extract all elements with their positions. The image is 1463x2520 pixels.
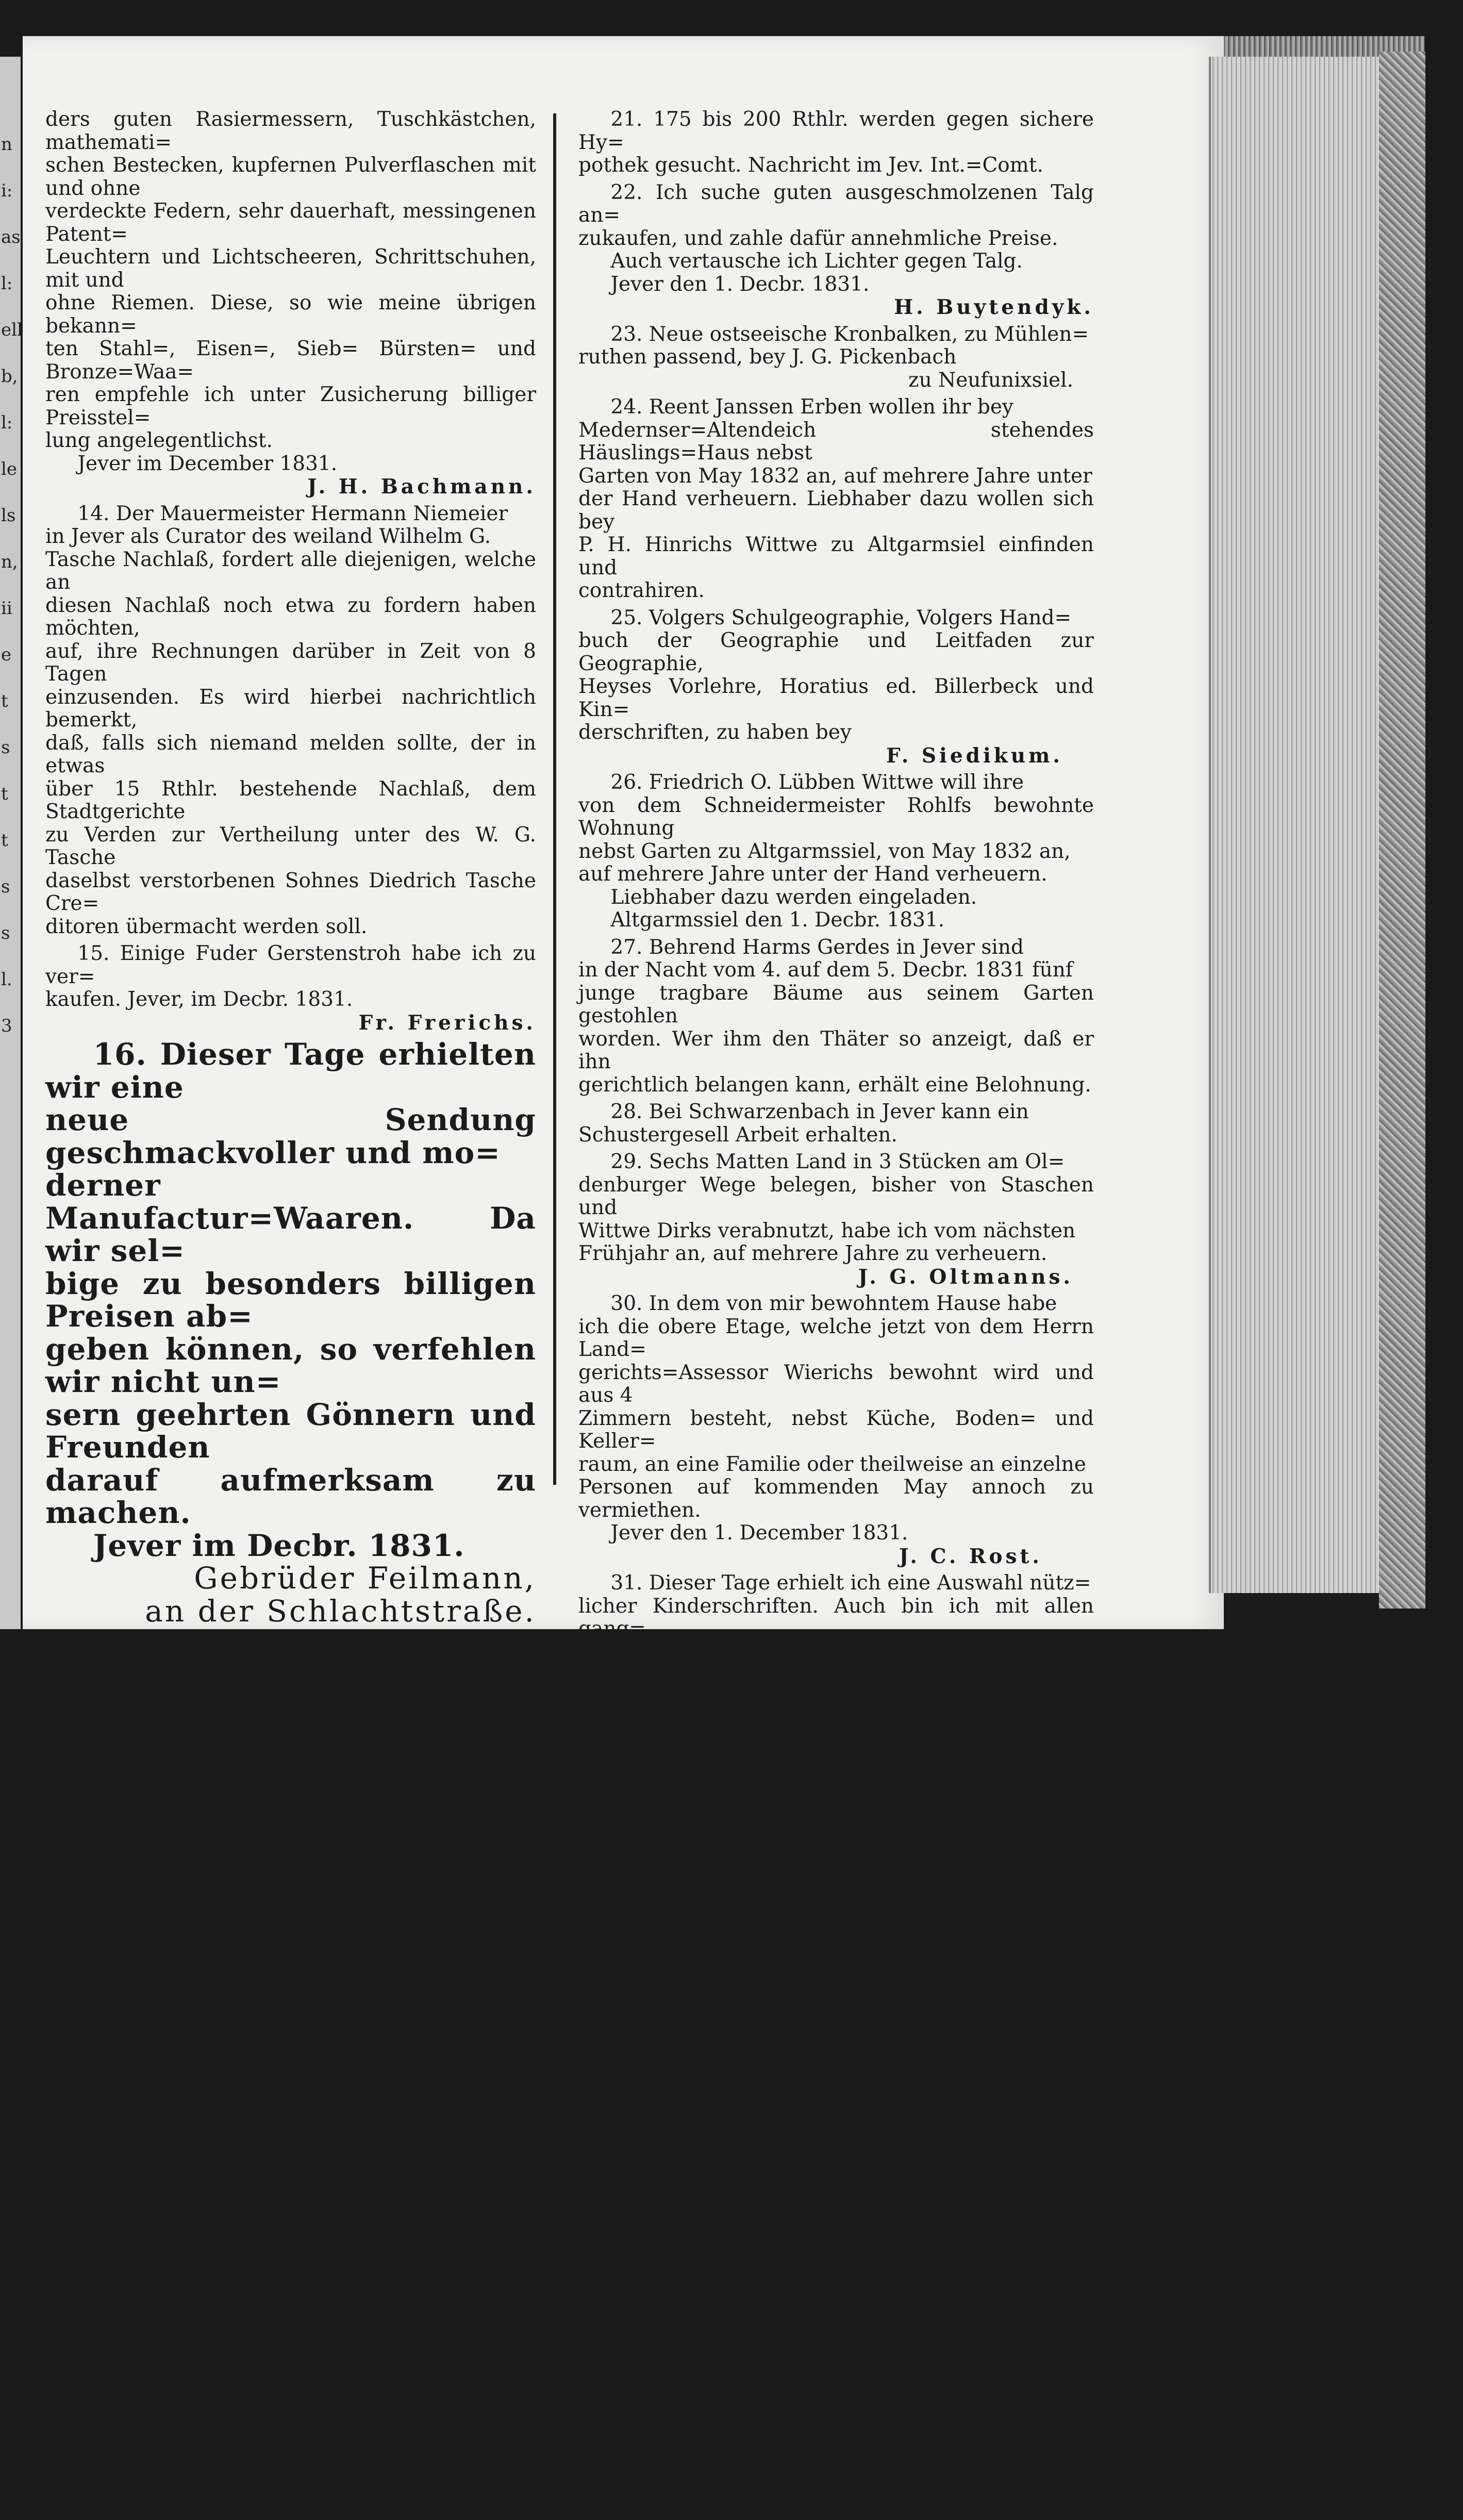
text-line: Glanzoblaten, Stahlfedern, Federposen, Bleifedern,	[45, 2332, 536, 2378]
ad-signature: F. Siedikum.	[886, 743, 1063, 768]
text-line: junge tragbare Bäume aus seinem Garten gestohlen	[578, 981, 1094, 1027]
ad-date: Jever den 1. Decbr. 1831.	[610, 272, 870, 296]
text-line: dige Siegellacke, bestehend in roth, schwarz, car=	[45, 2194, 536, 2241]
text-line: der Hand verheuern. Liebhaber dazu wollen sich bey	[578, 487, 1094, 534]
text-line: Medernser=Altendeich stehendes Häuslings=Haus nebst	[578, 418, 1094, 465]
ad-29	[578, 1151, 1094, 1288]
previous-page-fragment: le	[1, 459, 17, 479]
text-line: 25. Volgers Schulgeographie, Volgers Hand=	[610, 606, 1072, 629]
page-stack-edge	[1209, 57, 1381, 1593]
text-line: geben können, so verfehlen wir nicht un=	[45, 1331, 536, 1399]
text-line: und kleine Kalender versehen; womit ich mich dem	[578, 1915, 1094, 1962]
text-line: raum, an eine Familie oder theilweise an einzelne	[578, 1452, 1086, 1476]
previous-page-fragment: 3	[1, 1016, 12, 1036]
text-line: penköpfen u. Körpern, Tafel=, Schreib=, Haushaltungs=	[578, 1869, 1094, 1916]
left-column	[45, 108, 536, 2520]
text-line: 30. In dem von mir bewohntem Hause habe	[610, 1292, 1057, 1315]
ad-date: Schortens den 7. Decbr. 1831.	[77, 1837, 387, 1861]
text-line: Schustergesell Arbeit erhalten.	[578, 1123, 897, 1147]
text-line: 21. 175 bis 200 Rthlr. werden gegen sichere Hy=	[578, 108, 1094, 154]
text-line: 14. Der Mauermeister Hermann Niemeier	[77, 502, 508, 525]
text-line: licher Kinderschriften. Auch bin ich mit allen gang=	[578, 1594, 1094, 1640]
text-line: zukaufen, und zahle dafür annehmliche Preise.	[578, 226, 1058, 250]
text-line: Zeichnenkreide, schwarzen chinesischen Tusch, Tuschkäst=	[45, 2378, 536, 2424]
ad-30	[578, 1292, 1094, 1568]
text-line: will, kann als Gehülfe gleich nach Weihnachten d.	[45, 1746, 536, 1792]
text-line: pothek gesucht. Nachricht im Jev. Int.=Comt.	[578, 154, 1043, 177]
text-line: chern in schwarzen und couleurten Saffian gebunden,	[578, 1686, 1094, 1732]
text-line: min, blau und Goldlack, auch Damenlack in Kästchen	[45, 2240, 536, 2286]
ad-place: Jever.	[66, 2075, 123, 2099]
text-line: J. angestellt werden, bey	[45, 1792, 297, 1815]
ad-signature: H. Buytendyk.	[894, 295, 1094, 319]
ad-27	[578, 936, 1094, 1097]
previous-page-fragment: s	[1, 876, 10, 897]
text-line: 22. Ich suche guten ausgeschmolzenen Talg an=	[578, 180, 1094, 227]
previous-page-fragment: l:	[1, 412, 13, 433]
ad-signature: J. C. Rost.	[899, 1544, 1042, 1568]
text-line: ren empfehle ich unter Zusicherung billiger Preisstel=	[45, 383, 536, 429]
text-line: ich die obere Etage, welche jetzt von dem Herrn Land=	[578, 1315, 1094, 1361]
text-line: 28. Bei Schwarzenbach in Jever kann ein	[610, 1100, 1029, 1123]
text-line: germaßen rechnen kann, gesucht, von wem? erfährt	[45, 1933, 536, 1980]
text-line: 17. Ein junger Mensch der Zeugniß seines	[77, 1631, 511, 1654]
ad-28	[578, 1101, 1094, 1147]
ad-signature-address: an der Schlachtstraße.	[145, 1593, 536, 1629]
text-line: über 15 Rthlr. bestehende Nachlaß, dem Stadtgerichte	[45, 777, 536, 823]
text-line: daselbst verstorbenen Sohnes Diedrich Tasche Cre=	[45, 869, 536, 915]
text-line: daß, falls sich niemand melden sollte, der in etwas	[45, 731, 536, 777]
text-line: 26. Friedrich O. Lübben Wittwe will ihre	[610, 771, 1024, 794]
text-line: Frühjahr an, auf mehrere Jahre zu verheuern.	[578, 1242, 1048, 1265]
text-line: 29. Sechs Matten Land in 3 Stücken am Ol=	[610, 1150, 1065, 1173]
text-line: worden. Wer ihm den Thäter so anzeigt, daß er ihn	[578, 1027, 1094, 1073]
text-line: Garten von May 1832 an, auf mehrere Jahre unter	[578, 464, 1092, 488]
text-line: ruthen passend, bey J. G. Pickenbach	[578, 345, 957, 369]
previous-page-fragment: l.	[1, 969, 12, 990]
text-line: derschriften, zu haben bey	[578, 721, 852, 744]
text-line: Stammbüchern, Brieftaschen; so wie auch mit Zeich=	[578, 1732, 1094, 1778]
text-line: ten Stahl=, Eisen=, Sieb= Bürsten= und Bronze=Waa=	[45, 337, 536, 384]
text-line: schen Bestecken, kupfernen Pulverflaschen mit und ohne	[45, 154, 536, 200]
text-line: 18. Es wird ein Bursche von 14 bis 16 Jah=	[77, 1865, 521, 1888]
ad-18	[45, 1865, 536, 2003]
date-signature-line	[578, 2054, 1094, 2077]
previous-page-fragment: n	[1, 134, 12, 155]
ad-24	[578, 396, 1094, 603]
text-line: darauf aufmerksam zu machen.	[45, 1462, 536, 1530]
ad-date: Jever im December 1831.	[77, 452, 338, 475]
previous-page-fragment: ls	[1, 505, 16, 526]
previous-page-fragment: s	[1, 923, 10, 943]
text-line: Personen auf kommenden May annoch zu vermiethen.	[578, 1475, 1094, 1522]
text-line: Auch vertausche ich Lichter gegen Talg.	[610, 250, 1023, 273]
text-line: bige zu besonders billigen Preisen ab=	[45, 1266, 536, 1334]
ad-signature: H. F. Franz.	[857, 2053, 1001, 2077]
ad-signature: Gebrüder Feilmann,	[194, 1561, 536, 1596]
ad-19	[45, 2007, 536, 2099]
text-line: habe ich zu verkaufen.	[45, 2052, 277, 2076]
text-line: 27. Behrend Harms Gerdes in Jever sind	[610, 935, 1024, 959]
ad-14	[45, 503, 536, 939]
text-line: sern geehrten Gönnern und Freunden	[45, 1397, 536, 1465]
ad-signature: Fr. Frerichs.	[358, 1010, 536, 1035]
text-line: Heyses Vorlehre, Horatius ed. Billerbeck und Kin=	[578, 675, 1094, 721]
previous-page-fragment: n,	[1, 552, 18, 572]
text-line: baren Schul= und Schreibebüchern, feinen Gesangbü=	[578, 1640, 1094, 1686]
text-line: verdeckte Federn, sehr dauerhaft, messingenen Patent=	[45, 200, 536, 246]
previous-page-fragment: t	[1, 830, 8, 851]
ad-date: Altgarmssiel den 1. Decbr. 1831.	[610, 908, 945, 932]
ad-25	[578, 607, 1094, 768]
previous-page-fragment: b,	[1, 366, 18, 387]
ad-signature: J. H. Bachmann.	[307, 475, 536, 499]
text-line: chen, Reißfedern u. s. w., um deren gütige Abnahme	[45, 2424, 536, 2470]
text-line: auf, ihre Rechnungen darüber in Zeit von 8 Tagen	[45, 639, 536, 686]
previous-page-fragment: t	[1, 691, 8, 711]
text-line: kenntnisse besitzt, und sich dem Schulfache widmen	[45, 1700, 536, 1746]
book-cover-edge	[1379, 52, 1425, 1609]
text-line: ren der gut und orthographisch schreiben, auch eini=	[45, 1887, 536, 1934]
text-line: ders guten Rasiermessern, Tuschkästchen, mathemati=	[45, 108, 536, 154]
ad-date: Jever im Decbr. 1831.	[93, 1528, 465, 1563]
text-line: Zimmern besteht, nebst Küche, Boden= und Keller=	[578, 1406, 1094, 1453]
ad-signature: J. G. Oltmanns.	[858, 1265, 1073, 1289]
text-line: derner Manufactur=Waaren. Da wir sel=	[45, 1168, 536, 1268]
ad-15	[45, 942, 536, 1034]
text-line: zu Verden zur Vertheilung unter des W. G. Tasche	[45, 823, 536, 869]
text-line: 15. Einige Fuder Gerstenstroh habe ich zu ver=	[45, 942, 536, 988]
previous-page-fragment: as	[1, 227, 21, 247]
ad-signature: Seetzen.	[335, 2075, 443, 2099]
ad-signature-address: zu Neufunixsiel.	[908, 368, 1073, 392]
text-line: 24. Reent Janssen Erben wollen ihr bey	[610, 395, 1013, 419]
text-line: 23. Neue ostseeische Kronbalken, zu Mühlen=	[610, 322, 1089, 346]
text-line: Tasche Nachlaß, fordert alle diejenigen, welche an	[45, 548, 536, 594]
text-line: 19. Ein Regenwasserfaß mit eisernen Bändern,	[45, 2007, 536, 2053]
text-line: P. H. Hinrichs Wittwe zu Altgarmsiel einfinden und	[578, 533, 1094, 579]
text-line: denburger Wege belegen, bisher von Staschen und	[578, 1173, 1094, 1219]
ad-date: Jever 1831.	[681, 2053, 799, 2077]
ad-continuation	[45, 108, 536, 499]
text-line: 20. Ich erhielt dieser Tage aus einer der ersten	[45, 2102, 536, 2149]
text-line: einzusenden. Es wird hierbei nachrichtlich bemerkt,	[45, 685, 536, 732]
text-line: Leuchtern und Lichtscheeren, Schrittschuhen, mit und	[45, 245, 536, 292]
ad-date: Jever den 1. December 1831.	[610, 1521, 908, 1545]
previous-page-fragment: s	[1, 737, 10, 758]
text-line: ditoren übermacht werden soll.	[45, 915, 368, 938]
text-line: auf mehrere Jahre unter der Hand verheuern.	[578, 863, 1048, 886]
previous-page-fragment: ell	[1, 320, 23, 340]
previous-page-fragment: i:	[1, 180, 13, 201]
text-line: man im Jev. Comtoir.	[45, 1979, 257, 2003]
text-line: nebst Garten zu Altgarmssiel, von May 1832 an,	[578, 839, 1071, 863]
text-line: kaufen. Jever, im Decbr. 1831.	[45, 988, 353, 1011]
ad-signature: Harms, Schullehrer.	[330, 1815, 536, 1838]
text-line: von 12 Stück in verschiedenen Farben; ferner: engl.	[45, 2286, 536, 2332]
ad-22	[578, 181, 1094, 319]
text-line: Wittwe Dirks verabnutzt, habe ich vom nächsten	[578, 1219, 1076, 1242]
text-line: gerichtlich belangen kann, erhält eine Belohnung.	[578, 1073, 1091, 1097]
place-signature-line	[45, 2076, 536, 2099]
ad-31	[578, 1572, 1094, 2077]
ad-16	[45, 1038, 536, 1628]
text-line: Liebhaber dazu werden eingeladen.	[610, 885, 977, 909]
ad-23	[578, 323, 1094, 392]
text-line: nen=, Schreib= und Conzeptpapier, Schreibfedern, Blei=	[578, 1778, 1094, 1824]
text-line: ich bitte.	[45, 2469, 137, 2493]
previous-page-fragment: t	[1, 784, 8, 804]
text-line: in Jever als Curator des weiland Wilhelm G.	[45, 525, 491, 548]
text-line: 16. Dieser Tage erhielten wir eine	[45, 1037, 536, 1105]
text-line: 31. Dieser Tage erhielt ich eine Auswahl nütz=	[610, 1571, 1091, 1595]
ad-20	[45, 2103, 536, 2516]
text-line: Wohlverhaltens beibringen kann, die nöthigen Vor=	[45, 1654, 536, 1700]
previous-page-edge	[0, 57, 21, 1629]
ad-17	[45, 1632, 536, 1861]
right-column	[578, 108, 1094, 2081]
text-line: neue Sendung geschmackvoller und mo=	[45, 1102, 536, 1170]
text-line: federn, Rechentafeln mit und ohne Beschlag, Pup=	[578, 1823, 1094, 1870]
text-line: in der Nacht vom 4. auf dem 5. Decbr. 1831 fünf	[578, 958, 1073, 982]
text-line: Fabriken eine Parthei besonders feine und preiswür=	[45, 2148, 536, 2195]
text-line: buch der Geographie und Leitfaden zur Geographie,	[578, 629, 1094, 675]
text-line: billiger Preise bestens empfehle.	[578, 2030, 913, 2053]
ad-21	[578, 108, 1094, 177]
column-divider	[553, 113, 556, 1485]
text-line: ohne Riemen. Diese, so wie meine übrigen bekann=	[45, 291, 536, 338]
text-line: angeführten Artikeln, unter Zusicherung möglichst	[578, 1984, 1094, 2031]
ad-26	[578, 771, 1094, 932]
previous-page-fragment: ii	[1, 598, 12, 619]
previous-page-fragment: e	[1, 644, 12, 665]
text-line: geehrten Publicum, so wie mit mehren hier nicht	[578, 1961, 1080, 1985]
previous-page-fragment: l:	[1, 273, 13, 294]
text-line: diesen Nachlaß noch etwa zu fordern haben möchten,	[45, 593, 536, 640]
ad-signature: J. H. Bachmann.	[307, 2492, 536, 2516]
text-line: contrahiren.	[578, 579, 705, 602]
text-line: von dem Schneidermeister Rohlfs bewohnte Wohnung	[578, 793, 1094, 840]
text-line: lung angelegentlichst.	[45, 429, 273, 452]
text-line: gerichts=Assessor Wierichs bewohnt wird und aus 4	[578, 1361, 1094, 1407]
